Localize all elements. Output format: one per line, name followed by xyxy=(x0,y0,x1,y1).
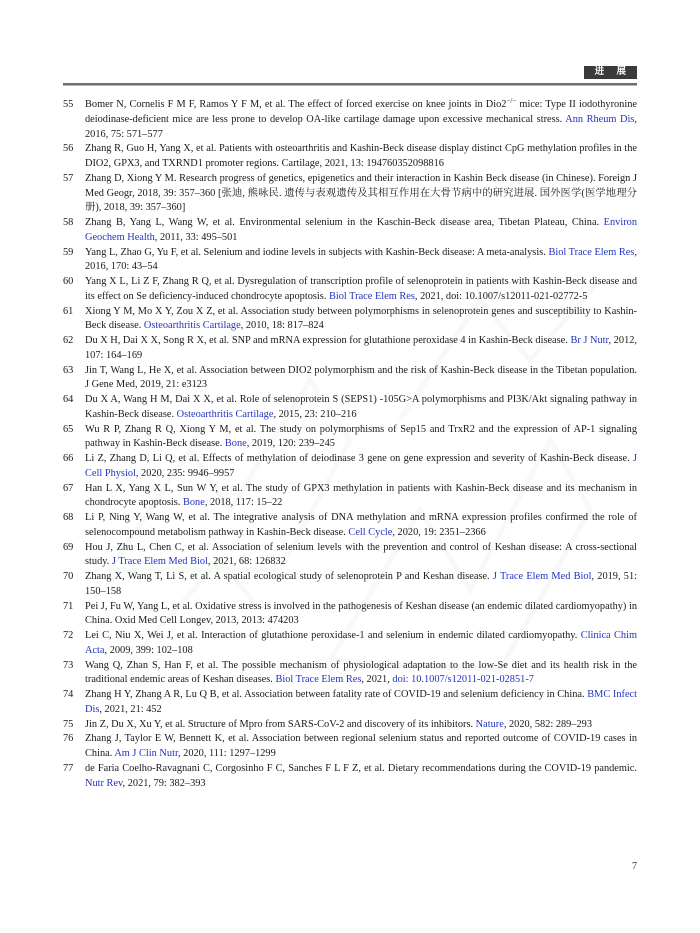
reference-text-segment: , 2021, xyxy=(361,674,393,686)
reference-item xyxy=(63,98,637,142)
reference-text-segment: Zhang J, Taylor E W, Bennett K, et al. Association between regional selenium status and reported outcome of COVID-19 cases in China. xyxy=(85,733,637,759)
reference-number: 63 xyxy=(63,364,74,376)
reference-number: 61 xyxy=(63,305,74,317)
reference-text-segment: mice: Type II iodothyronine deiodinase-deficient mice are less prone to develop OA-like cartilage damage upon excessive mechanical stress. xyxy=(85,99,637,125)
reference-text xyxy=(85,246,637,276)
reference-item xyxy=(63,629,637,659)
reference-text-segment: Yang L, Zhao G, Yu F, et al. Selenium and iodine levels in subjects with Kashin-Beck disease: A meta-analysis. xyxy=(85,246,549,258)
journal-link[interactable]: Biol Trace Elem Res xyxy=(328,290,415,302)
reference-text-segment: Li P, Ning Y, Wang W, et al. The integrative analysis of DNA methylation and mRNA expression profiles confirmed the role of selenocompound metabolism pathway in Kashin-Beck disease. xyxy=(85,512,637,538)
reference-number: 74 xyxy=(63,689,74,700)
reference-text xyxy=(85,511,637,541)
reference-item xyxy=(63,718,637,733)
reference-text xyxy=(85,718,637,733)
journal-link[interactable]: Ann Rheum Dis xyxy=(565,113,635,125)
reference-item xyxy=(63,541,637,571)
journal-link[interactable]: Br J Nutr xyxy=(570,335,609,346)
reference-text-segment: Hou J, Zhu L, Chen C, et al. Association of selenium levels with the prevention and control of Keshan disease: A cross-sectional study. xyxy=(85,541,637,568)
reference-text-segment: , 2020, 582: 289–293 xyxy=(503,718,593,730)
reference-number: 67 xyxy=(63,482,74,494)
journal-link[interactable]: J Trace Elem Med Biol xyxy=(492,571,592,582)
reference-text-segment: Pei J, Fu W, Yang L, et al. Oxidative stress is involved in the pathogenesis of Keshan disease (an endemic dilated cardiomyopathy) in China. Oxid Med Cell Longev, 2013, 2013: 474203 xyxy=(85,600,637,627)
reference-text-segment: de Faria Coelho-Ravagnani C, Corgosinho F C, Sanches F L F Z, et al. Dietary recommendations during the COVID-19 pandemic. xyxy=(85,762,637,774)
reference-text-segment: Zhang X, Wang T, Li S, et al. A spatial ecological study of selenoprotein P and Keshan disease. xyxy=(85,571,493,582)
journal-link[interactable]: Bone xyxy=(224,438,247,450)
reference-text xyxy=(85,334,637,364)
reference-text xyxy=(85,762,637,792)
reference-item xyxy=(63,732,637,762)
journal-link[interactable]: Am J Clin Nutr xyxy=(114,748,178,759)
reference-item xyxy=(63,393,637,423)
reference-number: 76 xyxy=(63,733,74,745)
reference-text xyxy=(85,541,637,571)
reference-number: 70 xyxy=(63,571,74,582)
reference-text xyxy=(85,98,637,142)
reference-text-segment: , 2010, 18: 817–824 xyxy=(240,320,324,332)
journal-link[interactable]: BMC Infect Dis xyxy=(85,689,638,715)
reference-text xyxy=(85,216,637,246)
journal-link[interactable]: Biol Trace Elem Res xyxy=(548,246,635,258)
reference-text-segment: Wang Q, Zhan S, Han F, et al. The possible mechanism of physiological adaptation to the low-Se diet and its health risk in the traditional endemic areas of Keshan diseases. xyxy=(85,659,637,686)
reference-text xyxy=(85,275,637,305)
reference-number: 72 xyxy=(63,630,74,641)
reference-text-segment: Han L X, Yang X L, Sun W Y, et al. The study of GPX3 methylation in patients with Kashin-Beck disease and its mechanism in chondrocyte apoptosis. xyxy=(85,482,637,509)
reference-number: 60 xyxy=(63,276,74,287)
journal-link[interactable]: Clinica Chim Acta xyxy=(85,630,637,656)
reference-item xyxy=(63,600,637,630)
reference-item xyxy=(63,364,637,394)
journal-link[interactable]: Nature xyxy=(475,718,504,730)
reference-text-segment: , 2016, 75: 571–577 xyxy=(85,113,637,140)
reference-text-segment: Yang X L, Li Z F, Zhang R Q, et al. Dysregulation of transcription profile of selenoprotein in patients with Kashin-Beck disease and its effect on Se deficiency-induced chondrocyte apoptosis. xyxy=(85,276,637,302)
reference-number: 71 xyxy=(63,600,74,612)
reference-number: 77 xyxy=(63,762,74,774)
reference-text-segment: , 2021, 68: 126832 xyxy=(207,556,286,568)
reference-text-segment: , 2021, 21: 452 xyxy=(99,703,162,715)
reference-item xyxy=(63,305,637,335)
reference-number: 65 xyxy=(63,423,74,435)
reference-number: 66 xyxy=(63,453,74,464)
reference-text-segment: Du X H, Dai X X, Song R X, et al. SNP and mRNA expression for glutathione peroxidase 4 in Kashin-Beck disease. xyxy=(85,335,571,346)
reference-item xyxy=(63,452,637,482)
reference-item xyxy=(63,659,637,689)
journal-link[interactable]: Biol Trace Elem Res xyxy=(275,674,362,686)
reference-text-segment: Zhang H Y, Zhang A R, Lu Q B, et al. Association between fatality rate of COVID-19 and selenium deficiency in China. xyxy=(85,689,588,700)
reference-item xyxy=(63,216,637,246)
reference-text xyxy=(85,305,637,335)
reference-item xyxy=(63,334,637,364)
reference-text-segment: Bomer N, Cornelis F M F, Ramos Y F M, et al. The effect of forced exercise on knee joints in Dio2 xyxy=(85,99,507,110)
reference-text xyxy=(85,688,637,718)
reference-item xyxy=(63,570,637,600)
reference-text-segment: Jin Z, Du X, Xu Y, et al. Structure of Mpro from SARS-CoV-2 and discovery of its inhibitors. xyxy=(85,718,476,730)
reference-number: 59 xyxy=(63,246,74,258)
reference-text-segment: , 2021, doi: 10.1007/s12011-021-02772-5 xyxy=(414,290,588,302)
reference-text xyxy=(85,142,637,172)
reference-text-segment: Li Z, Zhang D, Li Q, et al. Effects of methylation of deiodinase 3 gene on gene expression and severity of Kashin-Beck disease. xyxy=(85,453,633,464)
journal-link[interactable]: Bone xyxy=(182,497,205,509)
reference-text-segment: Wu R P, Zhang R Q, Xiong Y M, et al. The study on polymorphisms of Sep15 and TrxR2 and the expression of AP-1 signaling pathway in Kashin-Beck disease. xyxy=(85,423,637,450)
superscript-text: −/− xyxy=(506,97,517,105)
reference-text xyxy=(85,482,637,512)
reference-item xyxy=(63,423,637,453)
reference-item xyxy=(63,172,637,216)
reference-number: 64 xyxy=(63,394,74,405)
reference-number: 55 xyxy=(63,99,74,110)
reference-text-segment: Lei C, Niu X, Wei J, et al. Interaction of glutathione peroxidase-1 and selenium in endemic dilated cardiomyopathy. xyxy=(85,630,581,641)
journal-link[interactable]: Nutr Rev xyxy=(85,777,123,789)
reference-text-segment: Xiong Y M, Mo X Y, Zou X Z, et al. Association study between polymorphisms in selenoprotein genes and susceptibility to Kashin-Beck disease. xyxy=(85,305,637,332)
journal-link[interactable]: Osteoarthritis Cartilage xyxy=(143,320,241,332)
reference-text-segment: , 2020, 111: 1297–1299 xyxy=(177,748,276,759)
reference-text xyxy=(85,364,637,394)
reference-text xyxy=(85,659,637,689)
reference-text xyxy=(85,732,637,762)
reference-number: 75 xyxy=(63,718,74,730)
reference-text-segment: , 2019, 51: 150–158 xyxy=(85,571,638,597)
reference-text-segment: , 2021, 79: 382–393 xyxy=(122,777,206,789)
reference-list xyxy=(63,98,637,791)
reference-number: 56 xyxy=(63,143,74,155)
header-rule xyxy=(63,83,637,86)
journal-link[interactable]: J Trace Elem Med Biol xyxy=(111,556,208,568)
reference-text-segment: Du X A, Wang H M, Dai X X, et al. Role of selenoprotein S (SEPS1) -105G>A polymorphisms and PI3K/Akt signaling pathway in Kashin-Beck disease. xyxy=(85,394,637,420)
reference-number: 69 xyxy=(63,541,74,553)
reference-text xyxy=(85,570,637,600)
reference-item xyxy=(63,275,637,305)
page-number: 7 xyxy=(632,861,637,872)
journal-link[interactable]: J Cell Physiol xyxy=(85,453,637,479)
journal-link[interactable]: Osteoarthritis Cartilage xyxy=(176,408,274,420)
reference-text-segment: , 2019, 120: 239–245 xyxy=(246,438,335,450)
reference-text xyxy=(85,452,637,482)
reference-item xyxy=(63,511,637,541)
reference-text-segment: , 2020, 19: 2351–2366 xyxy=(392,526,486,538)
reference-text-segment: , 2012, 107: 164–169 xyxy=(85,335,637,361)
reference-text xyxy=(85,393,637,423)
journal-link[interactable]: Environ Geochem Health xyxy=(85,217,637,243)
reference-number: 58 xyxy=(63,217,74,228)
reference-text-segment: , 2018, 117: 15–22 xyxy=(204,497,283,509)
reference-number: 62 xyxy=(63,335,74,346)
reference-number: 73 xyxy=(63,659,74,671)
reference-text-segment: , 2015, 23: 210–216 xyxy=(273,408,357,420)
reference-text xyxy=(85,172,637,216)
reference-text-segment: , 2009, 399: 102–108 xyxy=(104,644,193,656)
reference-text-segment: , 2016, 170: 43–54 xyxy=(85,246,637,273)
reference-item xyxy=(63,762,637,792)
reference-number: 68 xyxy=(63,512,74,523)
reference-text xyxy=(85,423,637,453)
reference-item xyxy=(63,142,637,172)
reference-text xyxy=(85,600,637,630)
header-badge: 进 展 xyxy=(584,66,637,79)
reference-text-segment: Jin T, Wang L, He X, et al. Association between DIO2 polymorphism and the risk of Kashin-Beck disease in the Tibetan population. J Gene Med, 2019, 21: e3123 xyxy=(85,364,637,391)
reference-text-segment: Zhang D, Xiong Y M. Research progress of genetics, epigenetics and their interaction in Kashin Beck disease (in Chinese). Foreign J Med Geogr, 2018, 39: 357–360 [张迪, 熊咏民. 遗传与表观遗传及其相互作用在大骨节病中的研究进展. 国外医学(医学地理分册), 2018, 39: 357–360] xyxy=(85,172,637,214)
doi-link[interactable]: doi: 10.1007/s12011-021-02851-7 xyxy=(392,674,534,686)
reference-item xyxy=(63,246,637,276)
reference-number: 57 xyxy=(63,172,74,184)
reference-text-segment: Zhang R, Guo H, Yang X, et al. Patients with osteoarthritis and Kashin-Beck disease display distinct CpG methylation profiles in the DIO2, GPX3, and TXRND1 promoter regions. Cartilage, 2021, 13: 194760352098816 xyxy=(85,143,637,169)
reference-text-segment: , 2020, 235: 9946–9957 xyxy=(135,467,235,479)
reference-item xyxy=(63,688,637,718)
reference-text xyxy=(85,629,637,659)
journal-link[interactable]: Cell Cycle xyxy=(348,526,393,538)
reference-text-segment: Zhang B, Yang L, Wang W, et al. Environmental selenium in the Kaschin-Beck disease area, Tibetan Plateau, China. xyxy=(85,217,604,228)
reference-text-segment: , 2011, 33: 495–501 xyxy=(154,231,238,243)
reference-item xyxy=(63,482,637,512)
